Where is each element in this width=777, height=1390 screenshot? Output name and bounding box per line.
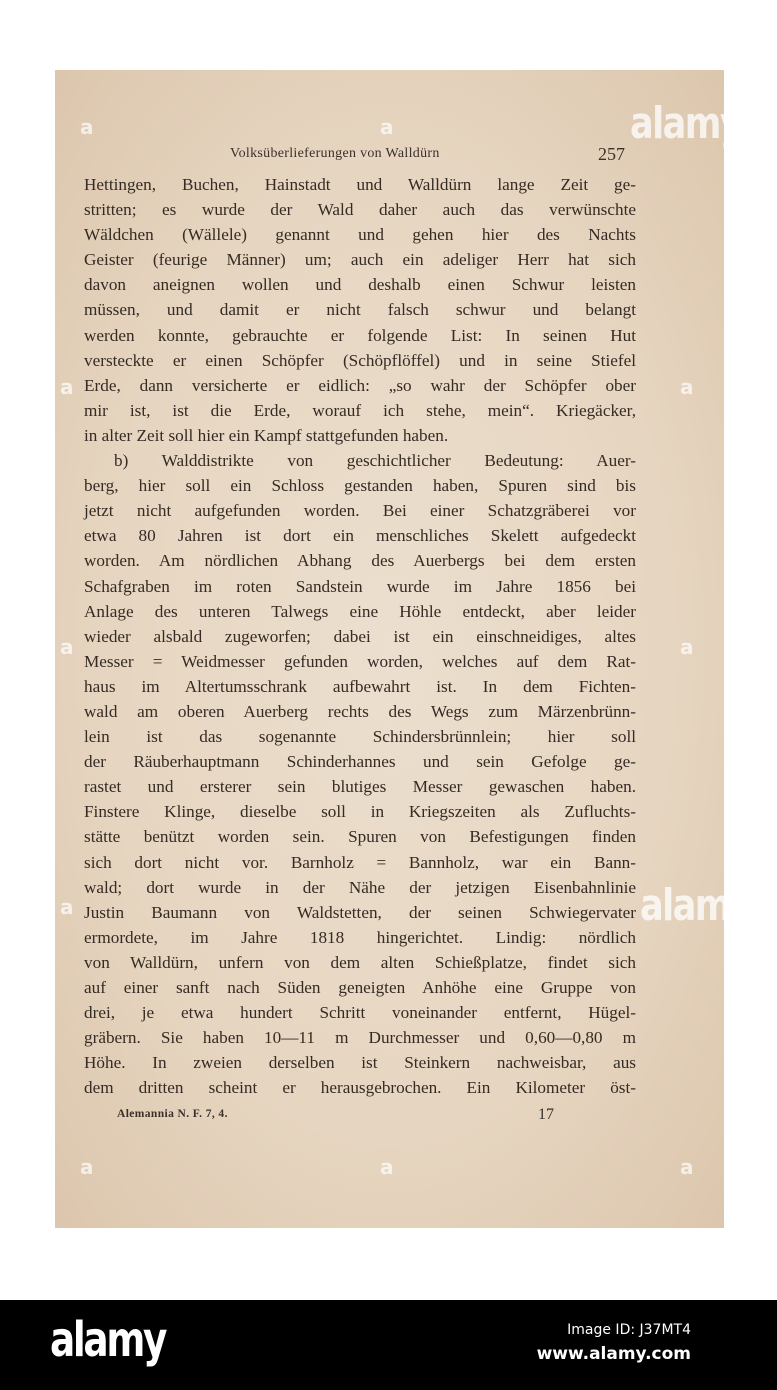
text-line: Messer = Weidmesser gefunden worden, welches auf dem Rat-: [84, 651, 636, 671]
text-line: gräbern. Sie haben 10—11 m Durchmesser und 0,60—0,80 m: [84, 1028, 636, 1048]
text-line: ermordete, im Jahre 1818 hingerichtet. Lindig: nördlich: [84, 927, 636, 947]
text-line: Hettingen, Buchen, Hainstadt und Walldürn lange Zeit ge-: [84, 175, 636, 194]
text-line: versteckte er einen Schöpfer (Schöpflöffel) und in seine Stiefel: [84, 350, 636, 370]
page-number: 257: [598, 144, 625, 164]
watermark-mark: a: [380, 115, 392, 139]
text-line: werden konnte, gebrauchte er folgende List: In seinen Hut: [84, 325, 636, 345]
text-line: Anlage des unteren Talwegs eine Höhle entdeckt, aber leider: [84, 601, 636, 621]
watermark-logo: alamy: [640, 880, 752, 931]
text-line: haus im Altertumsschrank aufbewahrt ist. In dem Fichten-: [84, 676, 636, 696]
text-line: dem dritten scheint er herausgebrochen. Ein Kilometer öst-: [84, 1078, 636, 1098]
text-line: Schafgraben im roten Sandstein wurde im Jahre 1856 bei: [84, 576, 636, 596]
text-line: wald am oberen Auerberg rechts des Wegs zum Märzenbrünn-: [84, 701, 636, 721]
text-line: mir ist, ist die Erde, worauf ich stehe, mein“. Kriegäcker,: [84, 400, 636, 420]
text-line: Wäldchen (Wällele) genannt und gehen hier des Nachts: [84, 225, 636, 245]
text-line: Finstere Klinge, dieselbe soll in Kriegszeiten als Zufluchts-: [84, 802, 636, 822]
text-line: drei, je etwa hundert Schritt voneinander entfernt, Hügel-: [84, 1003, 636, 1023]
text-line: davon aneignen wollen und deshalb einen Schwur leisten: [84, 275, 636, 295]
text-line: lein ist das sogenannte Schindersbrünnlein; hier soll: [84, 727, 636, 747]
watermark-mark: a: [680, 375, 692, 399]
text-line: stritten; es wurde der Wald daher auch das verwünschte: [84, 200, 636, 220]
watermark-bar: [0, 1300, 777, 1390]
image-id: Image ID: J37MT4: [567, 1322, 691, 1338]
body-text: [84, 172, 636, 1100]
text-line: jetzt nicht aufgefunden worden. Bei einer Schatzgräberei vor: [84, 501, 636, 521]
text-line: Justin Baumann von Waldstetten, der seinen Schwiegervater: [84, 902, 636, 922]
text-line: Höhe. In zweien derselben ist Steinkern nachweisbar, aus: [84, 1053, 636, 1073]
site-url: www.alamy.com: [536, 1344, 691, 1364]
watermark-mark: a: [80, 115, 92, 139]
alamy-logo: alamy: [50, 1312, 166, 1368]
text-line: wieder alsbald zugeworfen; dabei ist ein einschneidiges, altes: [84, 626, 636, 646]
watermark-mark: a: [80, 1155, 92, 1179]
text-line: sich dort nicht vor. Barnholz = Bannholz, war ein Bann-: [84, 852, 636, 872]
watermark-mark: a: [680, 1155, 692, 1179]
text-line: Erde, dann versicherte er eidlich: „so wahr der Schöpfer ober: [84, 375, 636, 395]
text-line: rastet und ersterer sein blutiges Messer gewaschen haben.: [84, 777, 636, 797]
text-line: der Räuberhauptmann Schinderhannes und sein Gefolge ge-: [84, 752, 636, 772]
watermark-mark: a: [60, 375, 72, 399]
text-line: etwa 80 Jahren ist dort ein menschliches Skelett aufgedeckt: [84, 526, 636, 546]
watermark-mark: a: [60, 635, 72, 659]
text-line: wald; dort wurde in der Nähe der jetzigen Eisenbahnlinie: [84, 877, 636, 897]
watermark-mark: a: [680, 635, 692, 659]
sheet-number: 17: [538, 1106, 554, 1123]
signature-mark: Alemannia N. F. 7, 4.: [117, 1108, 228, 1120]
watermark-mark: a: [60, 895, 72, 919]
text-line: auf einer sanft nach Süden geneigten Anhöhe eine Gruppe von: [84, 978, 636, 997]
text-line: stätte benützt worden sein. Spuren von Befestigungen finden: [84, 827, 636, 847]
text-line: worden. Am nördlichen Abhang des Auerbergs bei dem ersten: [84, 551, 636, 571]
text-line: müssen, und damit er nicht falsch schwur und belangt: [84, 300, 636, 320]
watermark-mark: a: [380, 1155, 392, 1179]
running-title: Volksüberlieferungen von Walldürn: [230, 146, 440, 161]
text-line: Geister (feurige Männer) um; auch ein adeliger Herr hat sich: [84, 250, 636, 270]
watermark-logo: alamy: [630, 98, 742, 149]
text-line: berg, hier soll ein Schloss gestanden haben, Spuren sind bis: [84, 476, 636, 496]
text-line: in alter Zeit soll hier ein Kampf stattgefunden haben.: [84, 425, 449, 445]
text-line: b) Walddistrikte von geschichtlicher Bedeutung: Auer-: [114, 451, 636, 471]
text-line: von Walldürn, unfern von dem alten Schießplatze, findet sich: [84, 952, 636, 972]
